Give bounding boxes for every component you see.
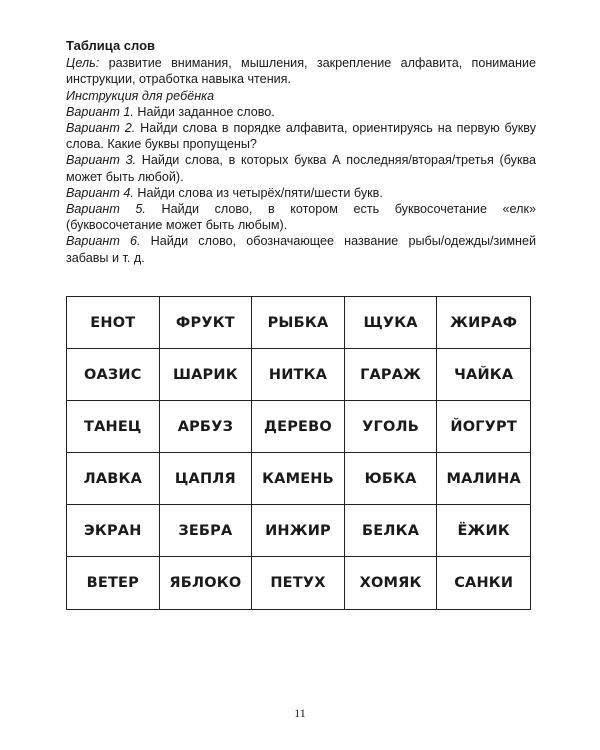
page-number: 11 xyxy=(294,706,306,720)
word-cell: САНКИ xyxy=(454,575,514,591)
section-title: Таблица слов xyxy=(66,38,156,53)
word-cell: ЖИРАФ xyxy=(437,297,530,349)
variant-text: Найди слова, в которых буква А последняя/вторая/третья (буква может быть любой). xyxy=(66,153,537,184)
variant-label: Вариант 1. xyxy=(66,104,134,119)
word-cell: ЭКРАН xyxy=(67,505,160,557)
word-cell: ГАРАЖ xyxy=(345,349,438,401)
variant-label: Вариант 5. xyxy=(66,202,146,217)
variant-label: Вариант 4. xyxy=(66,185,134,200)
variant-text: Найди слово, обозначающее название рыбы/одежды/зимней забавы и т. д. xyxy=(66,234,536,265)
variant-text: Найди слово, в котором есть буквосочетание «елк» (буквосочетание может быть любым). xyxy=(66,202,536,233)
goal-text: развитие внимания, мышления, закрепление алфавита, понимание инструкции, отработка навыка чтения. xyxy=(66,56,536,87)
word-cell: ПЕТУХ xyxy=(252,557,345,609)
variant-6 xyxy=(66,233,536,265)
variant-label: Вариант 2. xyxy=(66,121,136,136)
word-cell: ИНЖИР xyxy=(252,505,345,557)
word-cell: БЕЛКА xyxy=(345,505,438,557)
variant-text: Найди слова из четырёх/пяти/шести букв. xyxy=(133,185,383,200)
word-cell: НИТКА xyxy=(252,349,345,401)
variant-2 xyxy=(66,120,536,152)
word-cell: ЧАЙКА xyxy=(437,349,530,401)
word-cell: АРБУЗ xyxy=(160,401,253,453)
word-cell: ЦАПЛЯ xyxy=(160,453,253,505)
variant-label: Вариант 3. xyxy=(66,153,137,168)
variant-4 xyxy=(66,185,536,201)
word-cell: УГОЛЬ xyxy=(345,401,438,453)
goal-label: Цель: xyxy=(66,56,100,71)
word-cell: КАМЕНЬ xyxy=(252,453,345,505)
goal-paragraph xyxy=(66,55,536,87)
word-cell: ЛАВКА xyxy=(67,453,160,505)
word-cell: ФРУКТ xyxy=(160,297,253,349)
word-cell: ЮБКА xyxy=(345,453,438,505)
variant-text: Найди слова в порядке алфавита, ориентируясь на первую букву слова. Какие буквы пропущены? xyxy=(66,121,536,152)
word-cell: МАЛИНА xyxy=(437,453,530,505)
variant-1 xyxy=(66,104,536,120)
word-cell: ЯБЛОКО xyxy=(160,557,253,609)
variant-label: Вариант 6. xyxy=(66,234,141,249)
word-cell: ВЕТЕР xyxy=(67,557,160,609)
word-cell: ШАРИК xyxy=(160,349,253,401)
word-cell: ЕНОТ xyxy=(67,297,160,349)
word-table xyxy=(66,296,531,610)
word-cell: ЗЕБРА xyxy=(160,505,253,557)
word-cell: ДЕРЕВО xyxy=(252,401,345,453)
word-cell: ХОМЯК xyxy=(345,557,438,609)
word-cell: ЁЖИК xyxy=(437,505,530,557)
word-cell: ЩУКА xyxy=(345,297,438,349)
word-cell: ЙОГУРТ xyxy=(437,401,530,453)
variant-5 xyxy=(66,201,536,233)
word-cell: ОАЗИС xyxy=(67,349,160,401)
instructions-block xyxy=(66,38,536,266)
word-cell: РЫБКА xyxy=(252,297,345,349)
word-cell: ТАНЕЦ xyxy=(67,401,160,453)
instruction-heading: Инструкция для ребёнка xyxy=(66,88,215,103)
variant-text: Найди заданное слово. xyxy=(133,104,275,119)
variant-3 xyxy=(66,152,536,184)
